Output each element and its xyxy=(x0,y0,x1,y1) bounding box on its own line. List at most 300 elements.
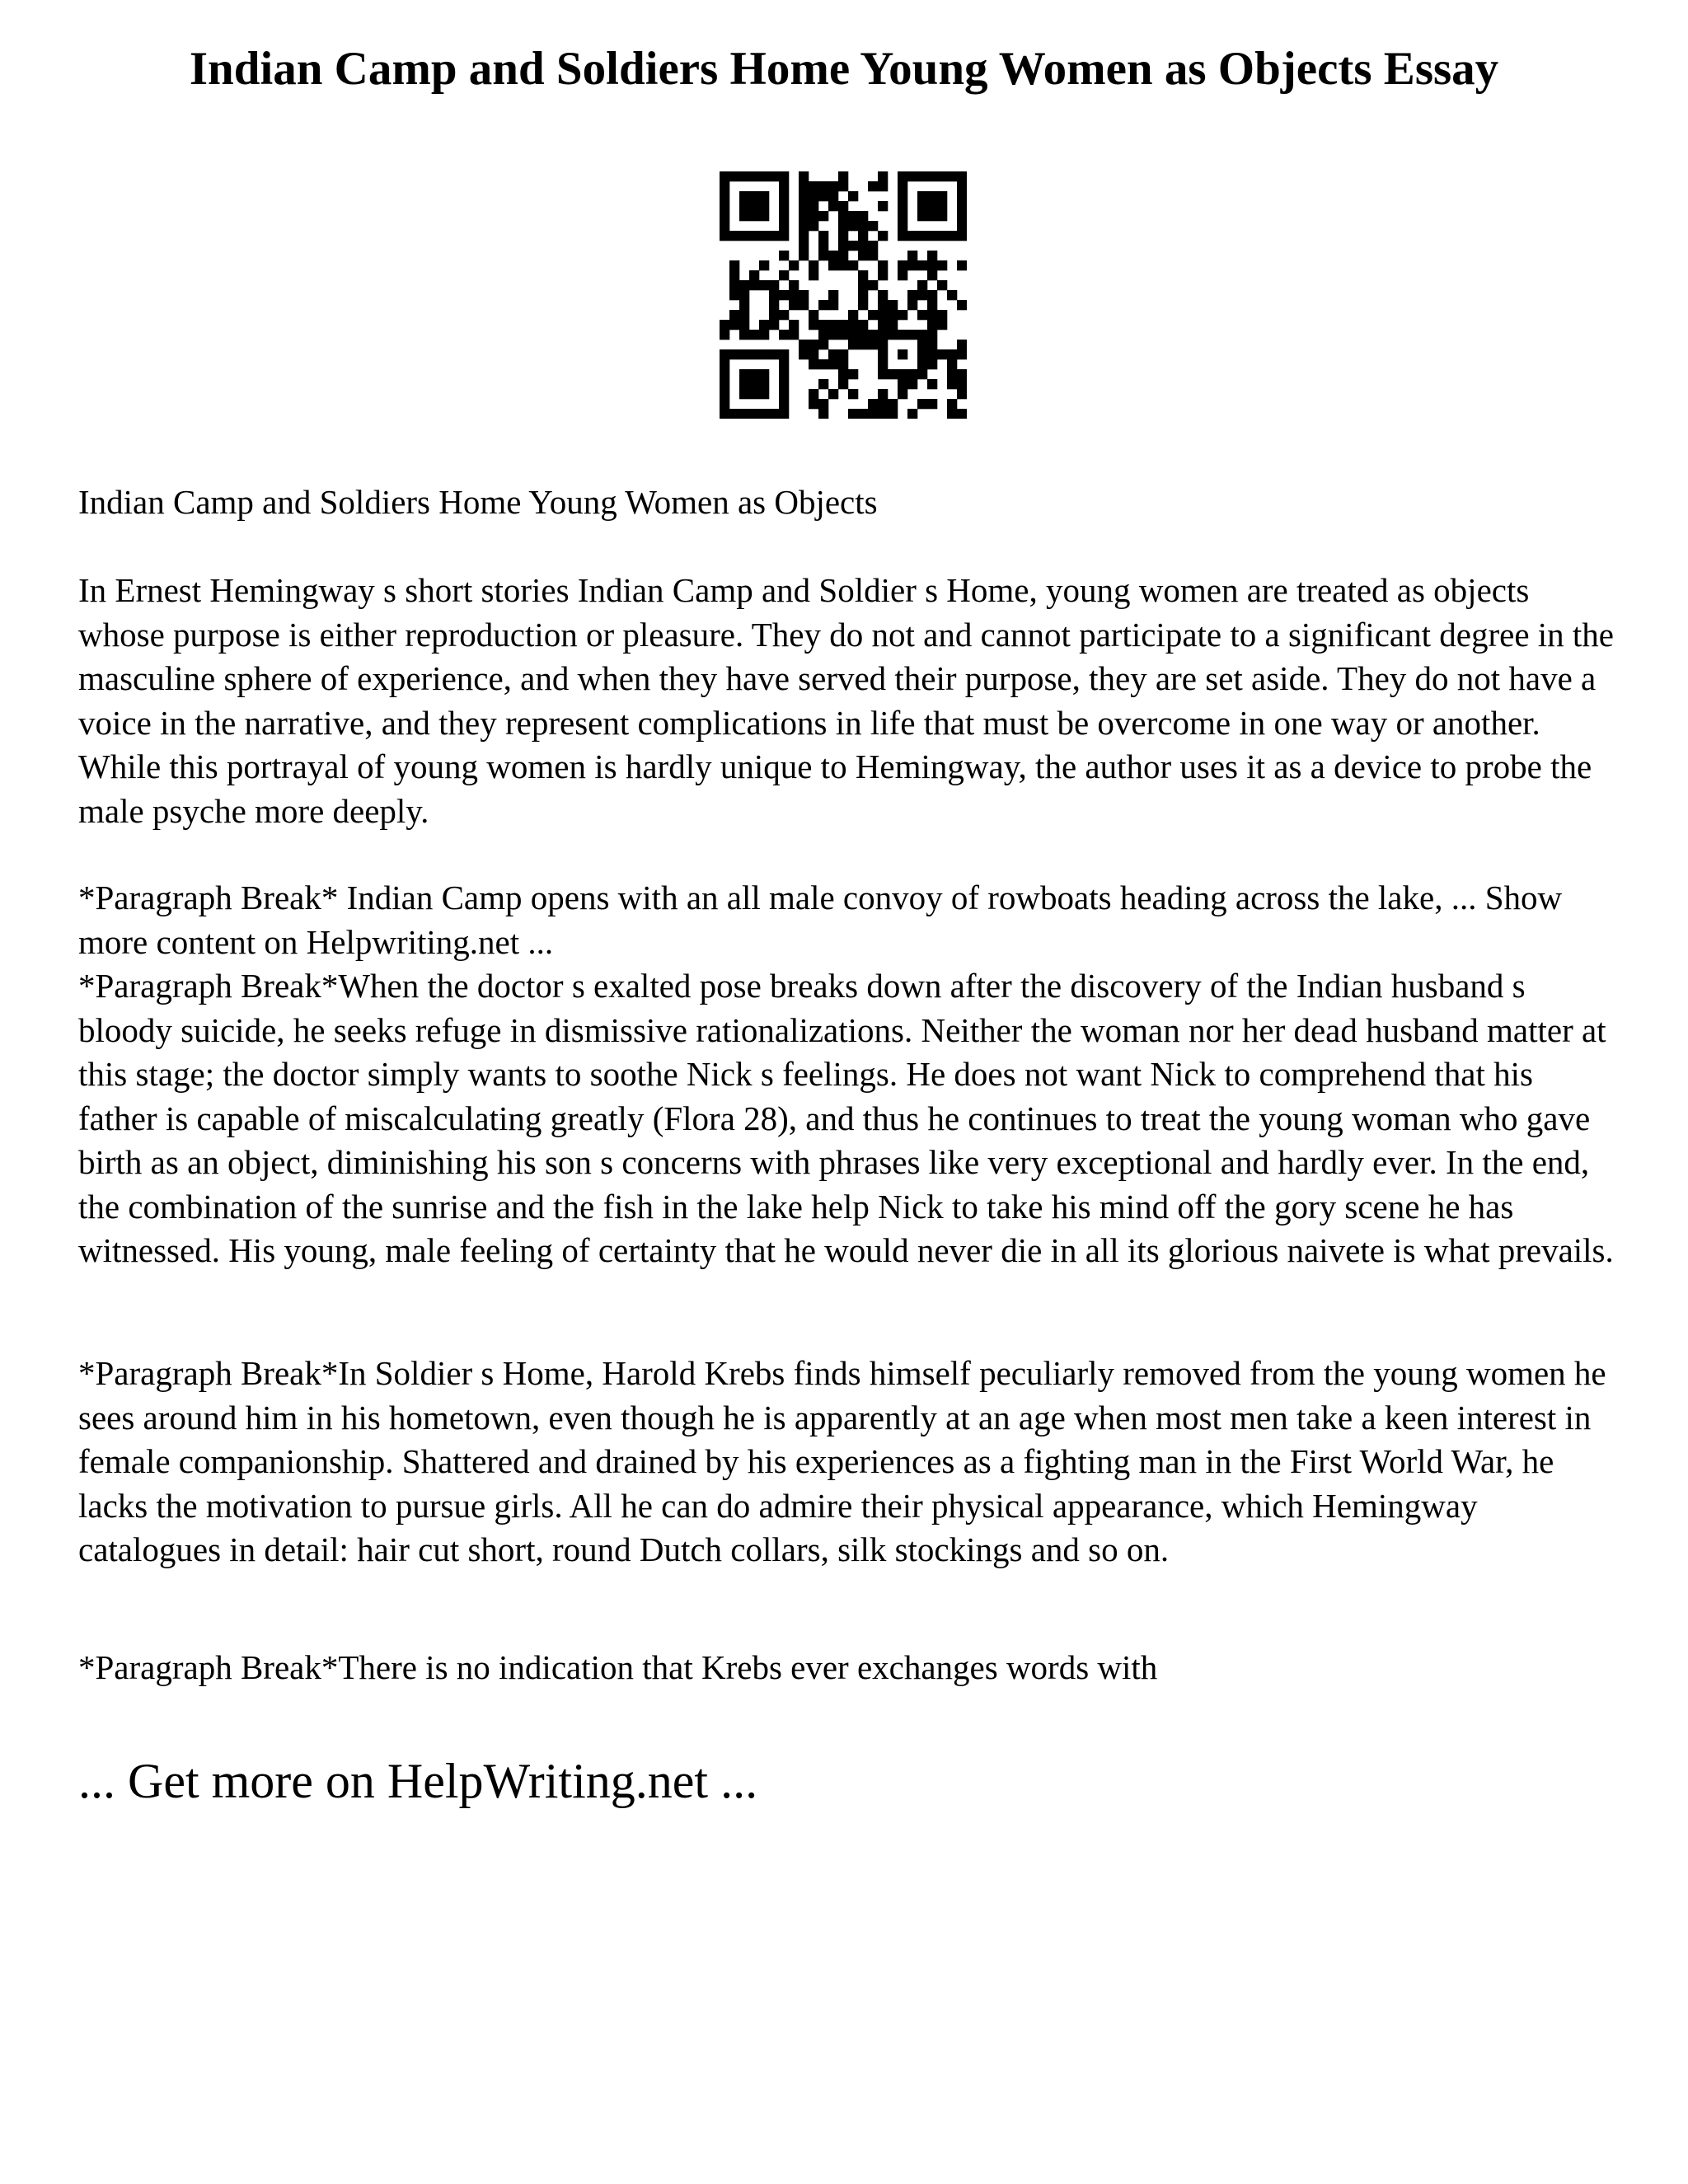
qr-module xyxy=(720,330,729,340)
qr-module xyxy=(838,171,848,181)
qr-module xyxy=(789,320,799,330)
qr-module xyxy=(898,310,907,320)
qr-module xyxy=(809,320,818,330)
qr-module xyxy=(937,320,947,330)
qr-module xyxy=(720,191,729,201)
qr-module xyxy=(907,330,917,340)
qr-module xyxy=(878,369,888,379)
qr-module xyxy=(927,399,937,409)
qr-module xyxy=(720,201,729,211)
qr-module xyxy=(749,379,759,389)
qr-module xyxy=(917,191,927,201)
qr-module xyxy=(878,290,888,300)
qr-module xyxy=(759,389,769,399)
qr-module xyxy=(838,211,848,221)
qr-module xyxy=(749,330,759,340)
qr-module xyxy=(759,369,769,379)
qr-module xyxy=(739,171,749,181)
qr-module xyxy=(809,359,818,369)
qr-module xyxy=(917,369,927,379)
qr-module xyxy=(759,379,769,389)
qr-module xyxy=(720,409,729,419)
qr-module xyxy=(957,409,967,419)
qr-module xyxy=(779,379,789,389)
qr-module xyxy=(858,280,868,290)
qr-module xyxy=(907,231,917,241)
qr-module xyxy=(779,290,789,300)
qr-module xyxy=(789,290,799,300)
qr-module xyxy=(927,211,937,221)
qr-module xyxy=(828,349,838,359)
qr-module xyxy=(809,340,818,349)
qr-module xyxy=(868,409,878,419)
qr-module xyxy=(927,379,937,389)
qr-module xyxy=(848,320,858,330)
qr-module xyxy=(947,379,957,389)
qr-module xyxy=(868,340,878,349)
qr-module xyxy=(729,349,739,359)
qr-module xyxy=(828,389,838,399)
qr-module xyxy=(759,280,769,290)
qr-module xyxy=(739,211,749,221)
qr-module xyxy=(878,270,888,280)
qr-module xyxy=(917,260,927,270)
qr-module xyxy=(917,349,927,359)
qr-module xyxy=(917,359,927,369)
qr-module xyxy=(898,181,907,191)
qr-module xyxy=(957,379,967,389)
qr-module xyxy=(888,409,898,419)
qr-module xyxy=(858,320,868,330)
qr-module xyxy=(898,369,907,379)
qr-module xyxy=(878,349,888,359)
qr-module xyxy=(878,340,888,349)
qr-module xyxy=(838,241,848,251)
qr-module xyxy=(917,231,927,241)
qr-module xyxy=(799,231,809,241)
qr-module xyxy=(937,211,947,221)
qr-module xyxy=(828,260,838,270)
essay-subtitle: Indian Camp and Soldiers Home Young Women as Objects xyxy=(78,483,878,521)
qr-module xyxy=(858,221,868,231)
qr-module xyxy=(720,211,729,221)
qr-module xyxy=(779,399,789,409)
qr-module xyxy=(898,201,907,211)
qr-module xyxy=(789,330,799,340)
qr-module xyxy=(907,251,917,260)
qr-module xyxy=(898,191,907,201)
qr-module xyxy=(779,330,789,340)
qr-module xyxy=(799,191,809,201)
qr-module xyxy=(878,300,888,310)
qr-module xyxy=(749,201,759,211)
qr-module xyxy=(739,231,749,241)
qr-module xyxy=(720,221,729,231)
qr-module xyxy=(937,191,947,201)
qr-module xyxy=(779,369,789,379)
qr-module xyxy=(818,181,828,191)
qr-module xyxy=(749,171,759,181)
qr-module xyxy=(888,310,898,320)
qr-module xyxy=(769,349,779,359)
qr-module xyxy=(848,211,858,221)
qr-module xyxy=(720,181,729,191)
qr-module xyxy=(749,270,759,280)
qr-module xyxy=(858,290,868,300)
qr-module xyxy=(898,211,907,221)
qr-module xyxy=(957,231,967,241)
qr-module xyxy=(907,300,917,310)
qr-module xyxy=(799,181,809,191)
qr-module xyxy=(927,231,937,241)
qr-module xyxy=(888,300,898,310)
qr-module xyxy=(927,349,937,359)
qr-module xyxy=(848,330,858,340)
qr-module xyxy=(769,171,779,181)
qr-module xyxy=(779,251,789,260)
qr-module xyxy=(957,300,967,310)
qr-module xyxy=(729,270,739,280)
qr-module xyxy=(749,280,759,290)
qr-module xyxy=(957,349,967,359)
qr-module xyxy=(868,399,878,409)
qr-module xyxy=(818,359,828,369)
qr-module xyxy=(809,221,818,231)
qr-module xyxy=(799,349,809,359)
qr-module xyxy=(917,280,927,290)
qr-module xyxy=(858,340,868,349)
qr-module xyxy=(779,349,789,359)
qr-module xyxy=(927,201,937,211)
qr-module xyxy=(868,221,878,231)
qr-module xyxy=(888,399,898,409)
qr-module xyxy=(907,369,917,379)
qr-module xyxy=(927,300,937,310)
qr-module xyxy=(759,191,769,201)
qr-module xyxy=(947,349,957,359)
qr-module xyxy=(720,171,729,181)
qr-module xyxy=(809,191,818,201)
qr-module xyxy=(729,280,739,290)
qr-module xyxy=(868,251,878,260)
qr-module xyxy=(799,251,809,260)
qr-module xyxy=(858,270,868,280)
qr-module xyxy=(828,251,838,260)
qr-module xyxy=(759,349,769,359)
qr-module xyxy=(858,409,868,419)
qr-module xyxy=(809,181,818,191)
qr-module xyxy=(858,231,868,241)
qr-module xyxy=(729,171,739,181)
qr-module xyxy=(799,201,809,211)
qr-module xyxy=(759,171,769,181)
qr-module xyxy=(799,211,809,221)
qr-module xyxy=(957,260,967,270)
qr-module xyxy=(858,251,868,260)
qr-module xyxy=(779,359,789,369)
qr-module xyxy=(769,231,779,241)
qr-module xyxy=(720,359,729,369)
qr-module xyxy=(927,290,937,300)
qr-module xyxy=(739,320,749,330)
qr-module xyxy=(739,290,749,300)
qr-module xyxy=(759,201,769,211)
qr-module xyxy=(957,369,967,379)
qr-module xyxy=(917,290,927,300)
qr-module xyxy=(779,191,789,201)
essay-paragraph-1: In Ernest Hemingway s short stories Indian Camp and Soldier s Home, young women are treated as objects whose purpose is either reproduction or pleasure. They do not and cannot participate to a significant degree in the masculine sphere of experience, and when they have served their purpose, they are set aside. They do not have a voice in the narrative, and they represent complications in life that must be overcome in one way or another. While this portrayal of young women is hardly unique to Hemingway, the author uses it as a device to probe the male psyche more deeply. xyxy=(78,571,1614,830)
qr-module xyxy=(749,231,759,241)
qr-module xyxy=(799,290,809,300)
qr-module xyxy=(809,399,818,409)
qr-module xyxy=(809,260,818,270)
qr-module xyxy=(927,260,937,270)
qr-module xyxy=(739,300,749,310)
qr-module xyxy=(720,349,729,359)
qr-module xyxy=(927,359,937,369)
qr-module xyxy=(878,310,888,320)
qr-module xyxy=(937,231,947,241)
qr-module xyxy=(838,330,848,340)
qr-code-graphic xyxy=(720,171,967,419)
qr-module xyxy=(828,359,838,369)
qr-module xyxy=(917,399,927,409)
qr-module xyxy=(947,359,957,369)
qr-module xyxy=(957,221,967,231)
qr-module xyxy=(947,290,957,300)
qr-module xyxy=(828,191,838,201)
qr-module xyxy=(749,389,759,399)
qr-module xyxy=(838,221,848,231)
qr-module xyxy=(729,310,739,320)
qr-module xyxy=(749,191,759,201)
qr-module xyxy=(848,191,858,201)
qr-module xyxy=(799,300,809,310)
qr-module xyxy=(927,270,937,280)
qr-module xyxy=(848,241,858,251)
qr-module xyxy=(818,330,828,340)
qr-module xyxy=(779,201,789,211)
qr-module xyxy=(789,300,799,310)
qr-module xyxy=(937,201,947,211)
qr-module xyxy=(759,260,769,270)
qr-module xyxy=(729,290,739,300)
qr-module xyxy=(848,389,858,399)
qr-module xyxy=(868,280,878,290)
qr-module xyxy=(828,300,838,310)
qr-module xyxy=(878,231,888,241)
qr-module xyxy=(937,280,947,290)
qr-module xyxy=(898,270,907,280)
qr-module xyxy=(947,399,957,409)
qr-module xyxy=(937,310,947,320)
qr-module xyxy=(917,171,927,181)
qr-module xyxy=(749,349,759,359)
qr-module xyxy=(759,231,769,241)
qr-module xyxy=(937,171,947,181)
qr-module xyxy=(749,409,759,419)
qr-module xyxy=(957,171,967,181)
qr-module xyxy=(818,211,828,221)
qr-module xyxy=(888,330,898,340)
qr-module xyxy=(749,211,759,221)
qr-module xyxy=(779,221,789,231)
qr-module xyxy=(818,300,828,310)
qr-module xyxy=(888,320,898,330)
qr-module xyxy=(799,171,809,181)
qr-module xyxy=(769,280,779,290)
qr-module xyxy=(779,171,789,181)
qr-module xyxy=(838,369,848,379)
qr-code-icon[interactable] xyxy=(720,171,967,419)
qr-module xyxy=(898,330,907,340)
qr-module xyxy=(868,181,878,191)
qr-module xyxy=(818,231,828,241)
qr-module xyxy=(759,330,769,340)
qr-module xyxy=(838,231,848,241)
qr-module xyxy=(739,330,749,340)
qr-module xyxy=(878,260,888,270)
qr-module xyxy=(779,409,789,419)
qr-module xyxy=(720,379,729,389)
qr-module xyxy=(898,221,907,231)
qr-module xyxy=(858,330,868,340)
qr-module xyxy=(828,201,838,211)
qr-module xyxy=(739,379,749,389)
qr-module xyxy=(898,389,907,399)
qr-module xyxy=(769,290,779,300)
qr-module xyxy=(809,349,818,359)
qr-module xyxy=(927,171,937,181)
qr-module xyxy=(789,260,799,270)
qr-module xyxy=(729,231,739,241)
qr-module xyxy=(739,201,749,211)
qr-module xyxy=(927,191,937,201)
qr-module xyxy=(739,349,749,359)
qr-module xyxy=(720,399,729,409)
qr-module xyxy=(799,340,809,349)
qr-module xyxy=(779,389,789,399)
qr-module xyxy=(739,389,749,399)
document-title: Indian Camp and Soldiers Home Young Women as Objects Essay xyxy=(189,43,1499,95)
qr-module xyxy=(769,409,779,419)
qr-module xyxy=(878,201,888,211)
qr-module xyxy=(957,389,967,399)
qr-module xyxy=(779,270,789,280)
qr-module xyxy=(878,359,888,369)
qr-module xyxy=(848,260,858,270)
qr-module xyxy=(818,320,828,330)
qr-module xyxy=(848,409,858,419)
qr-module xyxy=(888,369,898,379)
qr-module xyxy=(878,171,888,181)
qr-module xyxy=(917,330,927,340)
qr-module xyxy=(828,181,838,191)
essay-paragraph-3: *Paragraph Break*When the doctor s exalted pose breaks down after the discovery of the Indian husband s bloody suicide, he seeks refuge in dismissive rationalizations. Neither the woman nor her dead husband matter at this stage; the doctor simply wants to soothe Nick s feelings. He does not want Nick to comprehend that his father is capable of miscalculating greatly (Flora 28), and thus he continues to treat the young woman who gave birth as an object, diminishing his son s concerns with phrases like very exceptional and hardly ever. In the end, the combination of the sunrise and the fish in the lake help Nick to take his mind off the gory scene he has witnessed. His young, male feeling of certainty that he would never die in all its glorious naivete is what prevails. xyxy=(78,967,1614,1269)
qr-module xyxy=(818,191,828,201)
qr-module xyxy=(739,191,749,201)
qr-module xyxy=(720,231,729,241)
qr-module xyxy=(828,320,838,330)
qr-module xyxy=(759,409,769,419)
qr-module xyxy=(739,409,749,419)
qr-module xyxy=(789,280,799,290)
qr-module xyxy=(917,211,927,221)
qr-module xyxy=(729,260,739,270)
qr-module xyxy=(907,409,917,419)
qr-module xyxy=(809,201,818,211)
qr-module xyxy=(898,171,907,181)
qr-module xyxy=(769,320,779,330)
qr-module xyxy=(907,290,917,300)
qr-module xyxy=(878,399,888,409)
qr-module xyxy=(838,359,848,369)
qr-module xyxy=(749,369,759,379)
essay-paragraph-2: *Paragraph Break* Indian Camp opens with an all male convoy of rowboats heading across the lake, ... Show more content on Helpwriting.net ... xyxy=(78,879,1563,961)
qr-module xyxy=(947,171,957,181)
qr-module xyxy=(898,349,907,359)
qr-module xyxy=(858,241,868,251)
qr-module xyxy=(799,241,809,251)
qr-module xyxy=(838,260,848,270)
qr-module xyxy=(957,201,967,211)
qr-module xyxy=(927,251,937,260)
qr-module xyxy=(947,409,957,419)
qr-module xyxy=(759,211,769,221)
qr-module xyxy=(868,310,878,320)
qr-module xyxy=(779,310,789,320)
qr-module xyxy=(818,409,828,419)
qr-module xyxy=(848,340,858,349)
qr-module xyxy=(769,300,779,310)
qr-module xyxy=(927,310,937,320)
qr-module xyxy=(809,211,818,221)
qr-module xyxy=(898,231,907,241)
qr-module xyxy=(927,340,937,349)
qr-module xyxy=(809,389,818,399)
qr-module xyxy=(818,340,828,349)
qr-module xyxy=(957,191,967,201)
qr-module xyxy=(818,399,828,409)
qr-module xyxy=(759,320,769,330)
qr-module xyxy=(720,320,729,330)
qr-module xyxy=(907,171,917,181)
qr-module xyxy=(779,231,789,241)
qr-module xyxy=(818,251,828,260)
qr-module xyxy=(838,181,848,191)
qr-module xyxy=(739,310,749,320)
qr-module xyxy=(828,330,838,340)
qr-module xyxy=(898,379,907,389)
qr-module xyxy=(878,181,888,191)
qr-module xyxy=(907,260,917,270)
qr-module xyxy=(809,310,818,320)
qr-module xyxy=(957,181,967,191)
qr-module xyxy=(729,409,739,419)
qr-module xyxy=(848,310,858,320)
qr-module xyxy=(838,320,848,330)
qr-module xyxy=(927,320,937,330)
qr-module xyxy=(878,330,888,340)
qr-module xyxy=(729,320,739,330)
qr-module xyxy=(917,201,927,211)
qr-module xyxy=(917,340,927,349)
qr-module xyxy=(957,340,967,349)
get-more-link[interactable]: ... Get more on HelpWriting.net ... xyxy=(78,1754,758,1808)
qr-module xyxy=(878,389,888,399)
qr-module xyxy=(818,241,828,251)
qr-module xyxy=(937,260,947,270)
